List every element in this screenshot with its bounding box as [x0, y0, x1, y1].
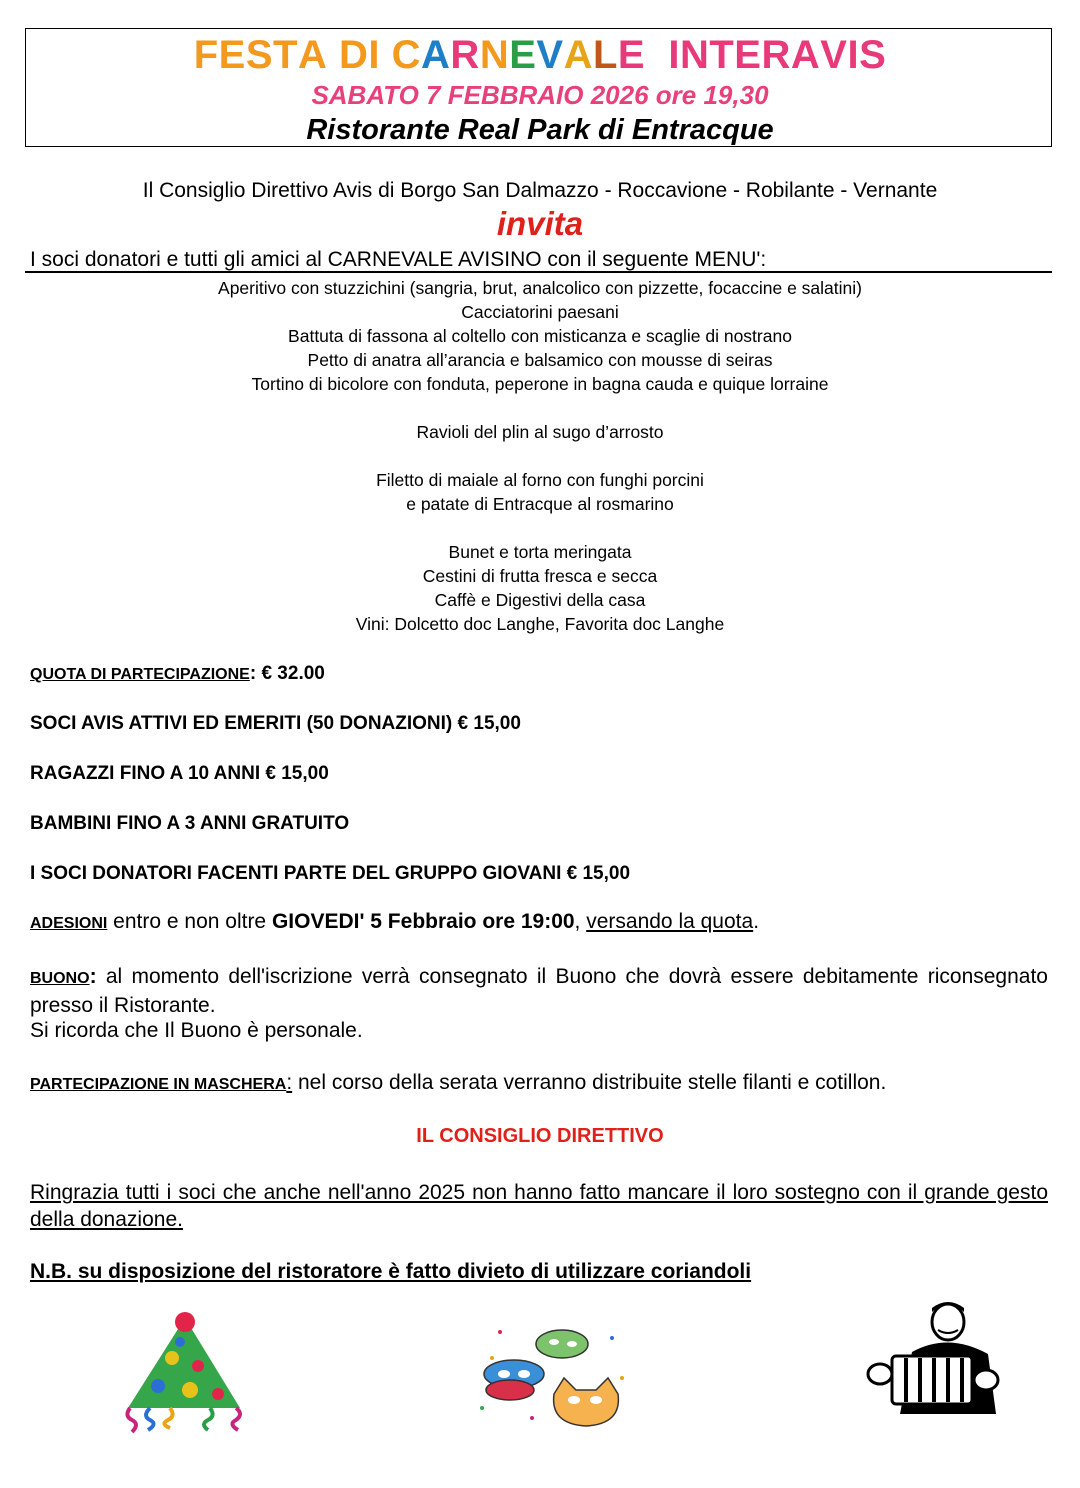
adesioni-end: . [753, 910, 760, 933]
title-letter: R [450, 33, 480, 77]
lead-divider [25, 271, 1052, 273]
menu-spacer [0, 516, 1080, 540]
maschera-text: nel corso della serata verranno distribuite stelle filanti e cotillon. [292, 1071, 887, 1094]
buono-label: BUONO [30, 970, 90, 987]
menu-spacer [0, 444, 1080, 468]
accordion-player-icon [862, 1300, 1002, 1420]
menu-item: Filetto di maiale al forno con funghi porcini [376, 470, 704, 490]
price-giovani: I SOCI DONATORI FACENTI PARTE DEL GRUPPO GIOVANI € 15,00 [30, 863, 631, 884]
event-venue: Ristorante Real Park di Entracque [306, 114, 774, 146]
menu-spacer [0, 396, 1080, 420]
quota-label: QUOTA DI PARTECIPAZIONE [30, 666, 250, 683]
intro-text: Il Consiglio Direttivo Avis di Borgo San Dalmazzo - Roccavione - Robilante - Vernante [142, 179, 938, 202]
title-letter [327, 32, 339, 78]
menu-item: Vini: Dolcetto doc Langhe, Favorita doc Langhe [355, 614, 725, 634]
title-letter: E [734, 33, 762, 77]
menu-item: Cestini di frutta fresca e secca [422, 566, 658, 586]
title-letter: E [218, 33, 246, 77]
menu-item: Battuta di fassona al coltello con misticanza e scaglie di nostrano [288, 326, 792, 346]
maschera-colon: : [286, 1071, 293, 1094]
title-letter: S [859, 33, 887, 77]
title-letter [380, 32, 392, 78]
title-letter: S [245, 33, 274, 77]
title-letter: T [273, 33, 298, 77]
maschera-label: PARTECIPAZIONE IN MASCHERA [30, 1076, 287, 1093]
buono-text: al momento dell'iscrizione verrà consegnato il Buono che dovrà essere debitamente riconsegnato presso il Ristorante. [30, 965, 1048, 1017]
carnival-masks-icon [462, 1318, 642, 1436]
adesioni-sep: , [574, 910, 587, 933]
menu-item: Tortino di bicolore con fonduta, peperone in bagna cauda e quique lorraine [251, 374, 829, 394]
title-letter: F [193, 33, 219, 77]
nb-notice: N.B. su disposizione del ristoratore è fatto divieto di utilizzare coriandoli [30, 1260, 752, 1283]
quota-value: : € 32.00 [249, 663, 325, 684]
price-soci: SOCI AVIS ATTIVI ED EMERITI (50 DONAZIONI) € 15,00 [30, 713, 521, 734]
title-letter [645, 32, 668, 78]
title-letter: A [790, 33, 821, 77]
title-letter: E [617, 33, 646, 77]
title-letter: I [847, 33, 860, 77]
menu-item: Bunet e torta meringata [448, 542, 632, 562]
menu-item: Caffè e Digestivi della casa [434, 590, 646, 610]
adesioni-label: ADESIONI [30, 915, 108, 932]
adesioni-deadline: GIOVEDI' 5 Febbraio ore 19:00 [271, 910, 575, 933]
buono-paragraph [30, 963, 1048, 1019]
title-letter: I [668, 33, 680, 77]
menu-list [0, 276, 1080, 636]
price-ragazzi: RAGAZZI FINO A 10 ANNI € 15,00 [30, 763, 329, 784]
adesioni-text: entro e non oltre [107, 910, 272, 933]
title-letter: A [421, 33, 451, 77]
buono-colon: : [89, 965, 97, 988]
menu-item: Petto di anatra all’arancia e balsamico con mousse di seiras [307, 350, 773, 370]
menu-lead-text: I soci donatori e tutti gli amici al CARNEVALE AVISINO con il seguente MENU': [30, 248, 767, 271]
price-bambini: BAMBINI FINO A 3 ANNI GRATUITO [30, 813, 350, 834]
title-letter: A [297, 33, 328, 77]
buono-note: Si ricorda che Il Buono è personale. [30, 1019, 363, 1042]
title-letter: I [368, 33, 381, 77]
consiglio-heading: IL CONSIGLIO DIRETTIVO [416, 1125, 664, 1147]
title-letter: L [592, 33, 618, 77]
invita-heading: invita [496, 205, 584, 242]
title-letter: T [709, 33, 735, 77]
party-hat-icon [110, 1310, 260, 1435]
title-letter: R [761, 33, 791, 77]
ringrazia-paragraph: Ringrazia tutti i soci che anche nell'anno 2025 non hanno fatto mancare il loro sostegno con il grande gesto della donazione. [30, 1181, 1048, 1231]
title-letter: C [391, 33, 422, 77]
adesioni-quota: versando la quota [586, 910, 754, 933]
menu-item: Cacciatorini paesani [461, 302, 619, 322]
quota-line [30, 662, 325, 687]
menu-item: e patate di Entracque al rosmarino [406, 494, 674, 514]
title-letter: N [479, 33, 510, 77]
title-letter: V [820, 33, 848, 77]
menu-item: Aperitivo con stuzzichini (sangria, brut, analcolico con pizzette, focaccine e salatini) [218, 278, 862, 298]
maschera-line [30, 1069, 1048, 1098]
title-letter: V [536, 33, 564, 77]
event-title [0, 32, 1080, 78]
title-letter: A [563, 33, 593, 77]
title-letter: N [679, 33, 710, 77]
title-letter: E [509, 33, 537, 77]
event-date: SABATO 7 FEBBRAIO 2026 ore 19,30 [311, 80, 769, 110]
title-letter: D [339, 33, 369, 77]
menu-item: Ravioli del plin al sugo d’arrosto [416, 422, 664, 442]
adesioni-line [30, 908, 1048, 937]
